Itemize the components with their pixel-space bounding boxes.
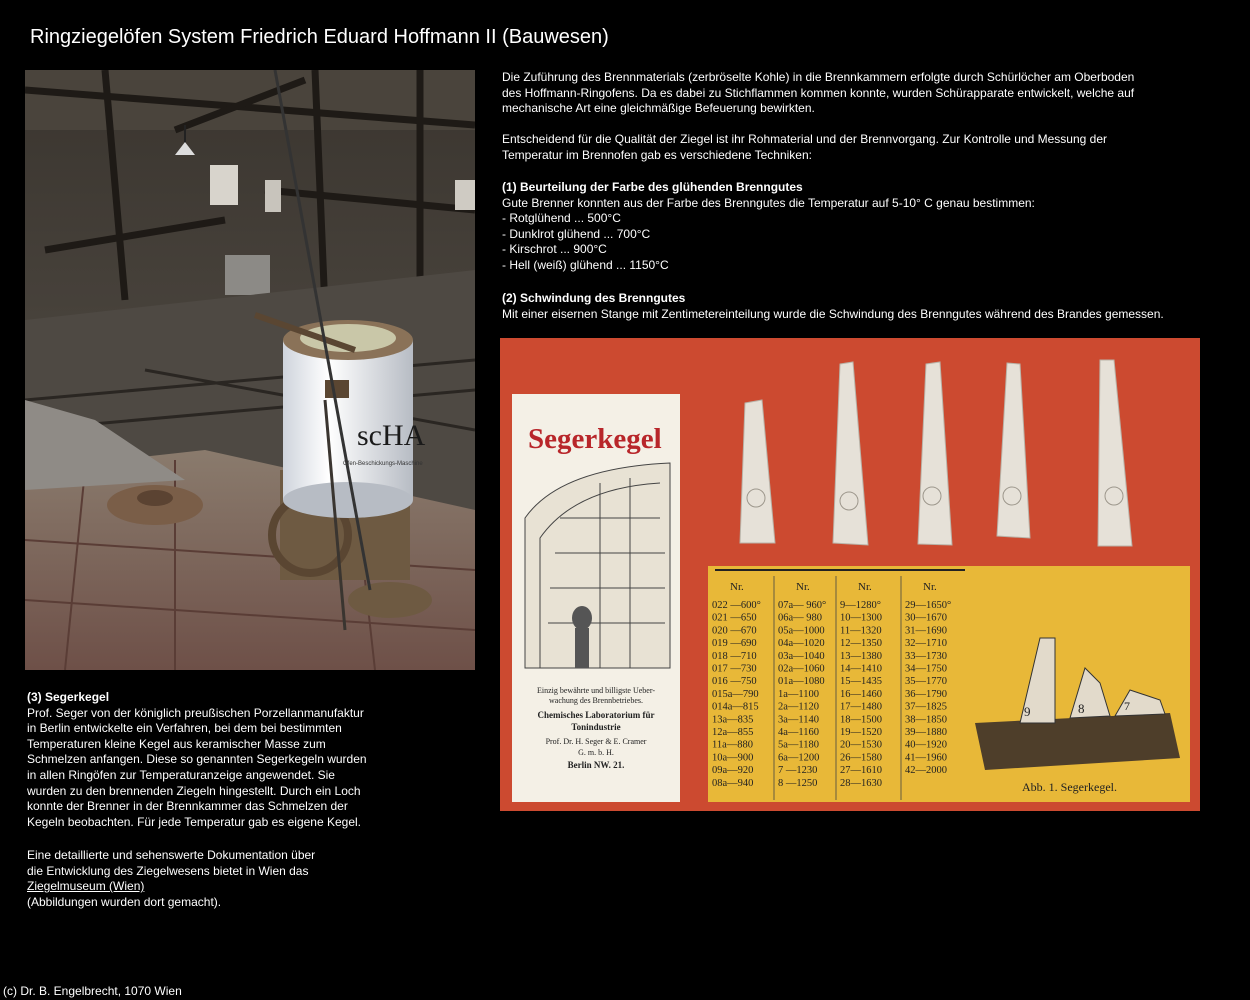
- poster-line: wachung des Brennbetriebes.: [549, 696, 643, 705]
- section-heading: (1) Beurteilung der Farbe des glühenden Brenngutes: [502, 180, 803, 194]
- poster-company: Tonindustrie: [571, 722, 621, 732]
- table-cell: 022 —600°: [712, 600, 761, 611]
- quality-line: Temperatur im Brennofen gab es verschiedene Techniken:: [502, 147, 812, 162]
- table-cell: 019 —690: [712, 638, 757, 650]
- table-cell: 11a—880: [712, 739, 754, 751]
- table-header: Nr.: [730, 581, 744, 593]
- table-cell: 32—1710: [905, 638, 947, 650]
- table-cell: 14—1410: [840, 663, 882, 675]
- cone-number: 8: [1078, 701, 1085, 716]
- documentation-line: Eine detaillierte und sehenswerte Dokumentation über: [27, 848, 316, 862]
- section-heading: (2) Schwindung des Brenngutes: [502, 291, 686, 305]
- stoking-machine-photo: [25, 70, 475, 670]
- figure-caption: Abb. 1. Segerkegel.: [1022, 780, 1117, 794]
- table-cell: 20—1530: [840, 739, 882, 751]
- poster-title: Segerkegel: [528, 423, 662, 455]
- table-cell: 07a— 960°: [778, 600, 827, 611]
- intro-line: des Hoffmann-Ringofens. Da es dabei zu Stichflammen kommen konnte, wurden Schürapparate entwickelt, welche auf: [502, 85, 1135, 100]
- table-header: Nr.: [858, 581, 872, 593]
- table-cell: 018 —710: [712, 650, 757, 662]
- section-shrinkage: [502, 291, 1202, 322]
- table-cell: 13a—835: [712, 714, 754, 726]
- table-cell: 12a—855: [712, 727, 754, 738]
- documentation-line: (Abbildungen wurden dort gemacht).: [27, 894, 222, 909]
- section-line: wurden zu den brennenden Ziegeln hingestellt. Durch ein Loch: [27, 783, 361, 798]
- table-cell: 014a—815: [712, 701, 759, 713]
- intro-line: Die Zuführung des Brennmaterials (zerbröselte Kohle) in die Brennkammern erfolgte durch Schürlöcher am Oberboden: [502, 70, 1135, 84]
- poster-gmbh: G. m. b. H.: [578, 748, 614, 757]
- table-cell: 31—1690: [905, 625, 947, 637]
- table-cell: 16—1460: [840, 688, 882, 700]
- table-cell: 36—1790: [905, 688, 947, 700]
- list-item: - Kirschrot ... 900°C: [502, 242, 607, 257]
- table-cell: 18—1500: [840, 714, 882, 726]
- table-cell: 26—1580: [840, 752, 882, 764]
- drum-subtext: Ofen-Beschickungs-Maschine: [343, 461, 423, 467]
- table-cell: 04a—1020: [778, 638, 825, 650]
- section-line: konnte der Brenner in der Brennkammer das Schmelzen der: [27, 799, 348, 814]
- table-cell: 40—1920: [905, 739, 947, 751]
- table-cell: 016 —750: [712, 676, 757, 688]
- table-cell: 8 —1250: [778, 777, 818, 789]
- segerkegel-photo: [500, 338, 1200, 811]
- copyright-footer: (c) Dr. B. Engelbrecht, 1070 Wien: [3, 984, 182, 998]
- table-cell: 39—1880: [905, 727, 947, 738]
- table-cell: 5a—1180: [778, 739, 820, 751]
- section-line: Kegeln beobachten. Für jede Temperatur gab es eigene Kegel.: [27, 814, 362, 829]
- intro-paragraph: [502, 70, 1162, 117]
- table-cell: 41—1960: [905, 752, 947, 764]
- page-title: Ringziegelöfen System Friedrich Eduard Hoffmann II (Bauwesen): [30, 26, 609, 48]
- table-cell: 015a—790: [712, 688, 759, 700]
- list-item: - Dunklrot glühend ... 700°C: [502, 226, 651, 241]
- section-line: in allen Ringöfen zur Temperaturanzeige angewendet. Sie: [27, 767, 335, 782]
- table-cell: 34—1750: [905, 663, 947, 675]
- list-item: - Hell (weiß) glühend ... 1150°C: [502, 257, 669, 272]
- table-cell: 021 —650: [712, 612, 757, 624]
- table-cell: 28—1630: [840, 777, 882, 789]
- poster-company: Chemisches Laboratorium für: [537, 710, 655, 720]
- table-cell: 38—1850: [905, 714, 947, 726]
- table-cell: 02a—1060: [778, 663, 825, 675]
- section-heading: (3) Segerkegel: [27, 690, 110, 704]
- section-segerkegel: [27, 690, 377, 830]
- table-cell: 09a—920: [712, 765, 754, 777]
- table-cell: 3a—1140: [778, 714, 820, 726]
- table-cell: 05a—1000: [778, 625, 825, 637]
- cone-number: 7: [1124, 699, 1130, 713]
- table-cell: 13—1380: [840, 650, 882, 662]
- table-cell: 1a—1100: [778, 688, 820, 700]
- section-line: Prof. Seger von der königlich preußischen Porzellanmanufaktur: [27, 705, 364, 720]
- table-cell: 06a— 980: [778, 612, 823, 624]
- quality-line: Entscheidend für die Qualität der Ziegel ist ihr Rohmaterial und der Brennvorgang. Zur Kontrolle und Messung der: [502, 132, 1107, 146]
- table-cell: 01a—1080: [778, 676, 825, 688]
- table-cell: 11—1320: [840, 625, 882, 637]
- ziegelmuseum-link[interactable]: Ziegelmuseum (Wien): [27, 879, 145, 894]
- documentation-paragraph: [27, 848, 377, 910]
- section-intro: Gute Brenner konnten aus der Farbe des Brenngutes die Temperatur auf 5-10° C genau bestimmen:: [502, 195, 1035, 210]
- table-header: Nr.: [796, 581, 810, 593]
- table-cell: 42—2000: [905, 765, 947, 777]
- drum-label: scHA: [357, 419, 426, 452]
- table-cell: 9—1280°: [840, 600, 881, 611]
- table-cell: 12—1350: [840, 638, 882, 650]
- list-item: - Rotglühend ... 500°C: [502, 211, 621, 226]
- table-cell: 35—1770: [905, 676, 947, 688]
- table-cell: 30—1670: [905, 612, 947, 624]
- section-line: Temperaturen kleine Kegel aus keramischer Masse zum: [27, 736, 326, 751]
- section-text: Mit einer eisernen Stange mit Zentimetereinteilung wurde die Schwindung des Brenngutes während des Brandes gemessen.: [502, 306, 1164, 321]
- section-line: in Berlin entwickelte ein Verfahren, bei dem bei bestimmten: [27, 721, 342, 736]
- table-cell: 15—1435: [840, 676, 882, 688]
- poster-city: Berlin NW. 21.: [567, 760, 625, 770]
- table-cell: 29—1650°: [905, 600, 952, 611]
- table-cell: 37—1825: [905, 701, 947, 713]
- table-cell: 10a—900: [712, 752, 754, 764]
- table-cell: 03a—1040: [778, 650, 825, 662]
- table-cell: 17—1480: [840, 701, 882, 713]
- table-cell: 33—1730: [905, 650, 947, 662]
- table-cell: 08a—940: [712, 777, 754, 789]
- table-cell: 6a—1200: [778, 752, 820, 764]
- section-line: Schmelzen anfangen. Diese so genannten Segerkegeln wurden: [27, 752, 367, 767]
- table-cell: 4a—1160: [778, 727, 820, 738]
- quality-paragraph: [502, 132, 1162, 163]
- table-cell: 7 —1230: [778, 765, 818, 777]
- table-header: Nr.: [923, 581, 937, 593]
- poster-names: Prof. Dr. H. Seger & E. Cramer: [545, 737, 647, 746]
- table-cell: 2a—1120: [778, 701, 820, 713]
- table-cell: 020 —670: [712, 625, 757, 637]
- poster-line: Einzig bewährte und billigste Ueber-: [536, 686, 656, 695]
- table-cell: 10—1300: [840, 612, 882, 624]
- table-cell: 19—1520: [840, 727, 882, 738]
- documentation-line: die Entwicklung des Ziegelwesens bietet in Wien das: [27, 863, 309, 878]
- intro-line: mechanische Art eine gleichmäßige Befeuerung bewirkten.: [502, 101, 815, 116]
- cone-number: 9: [1024, 704, 1031, 719]
- table-cell: 27—1610: [840, 765, 882, 777]
- section-color-assessment: [502, 180, 1162, 274]
- table-cell: 017 —730: [712, 663, 757, 675]
